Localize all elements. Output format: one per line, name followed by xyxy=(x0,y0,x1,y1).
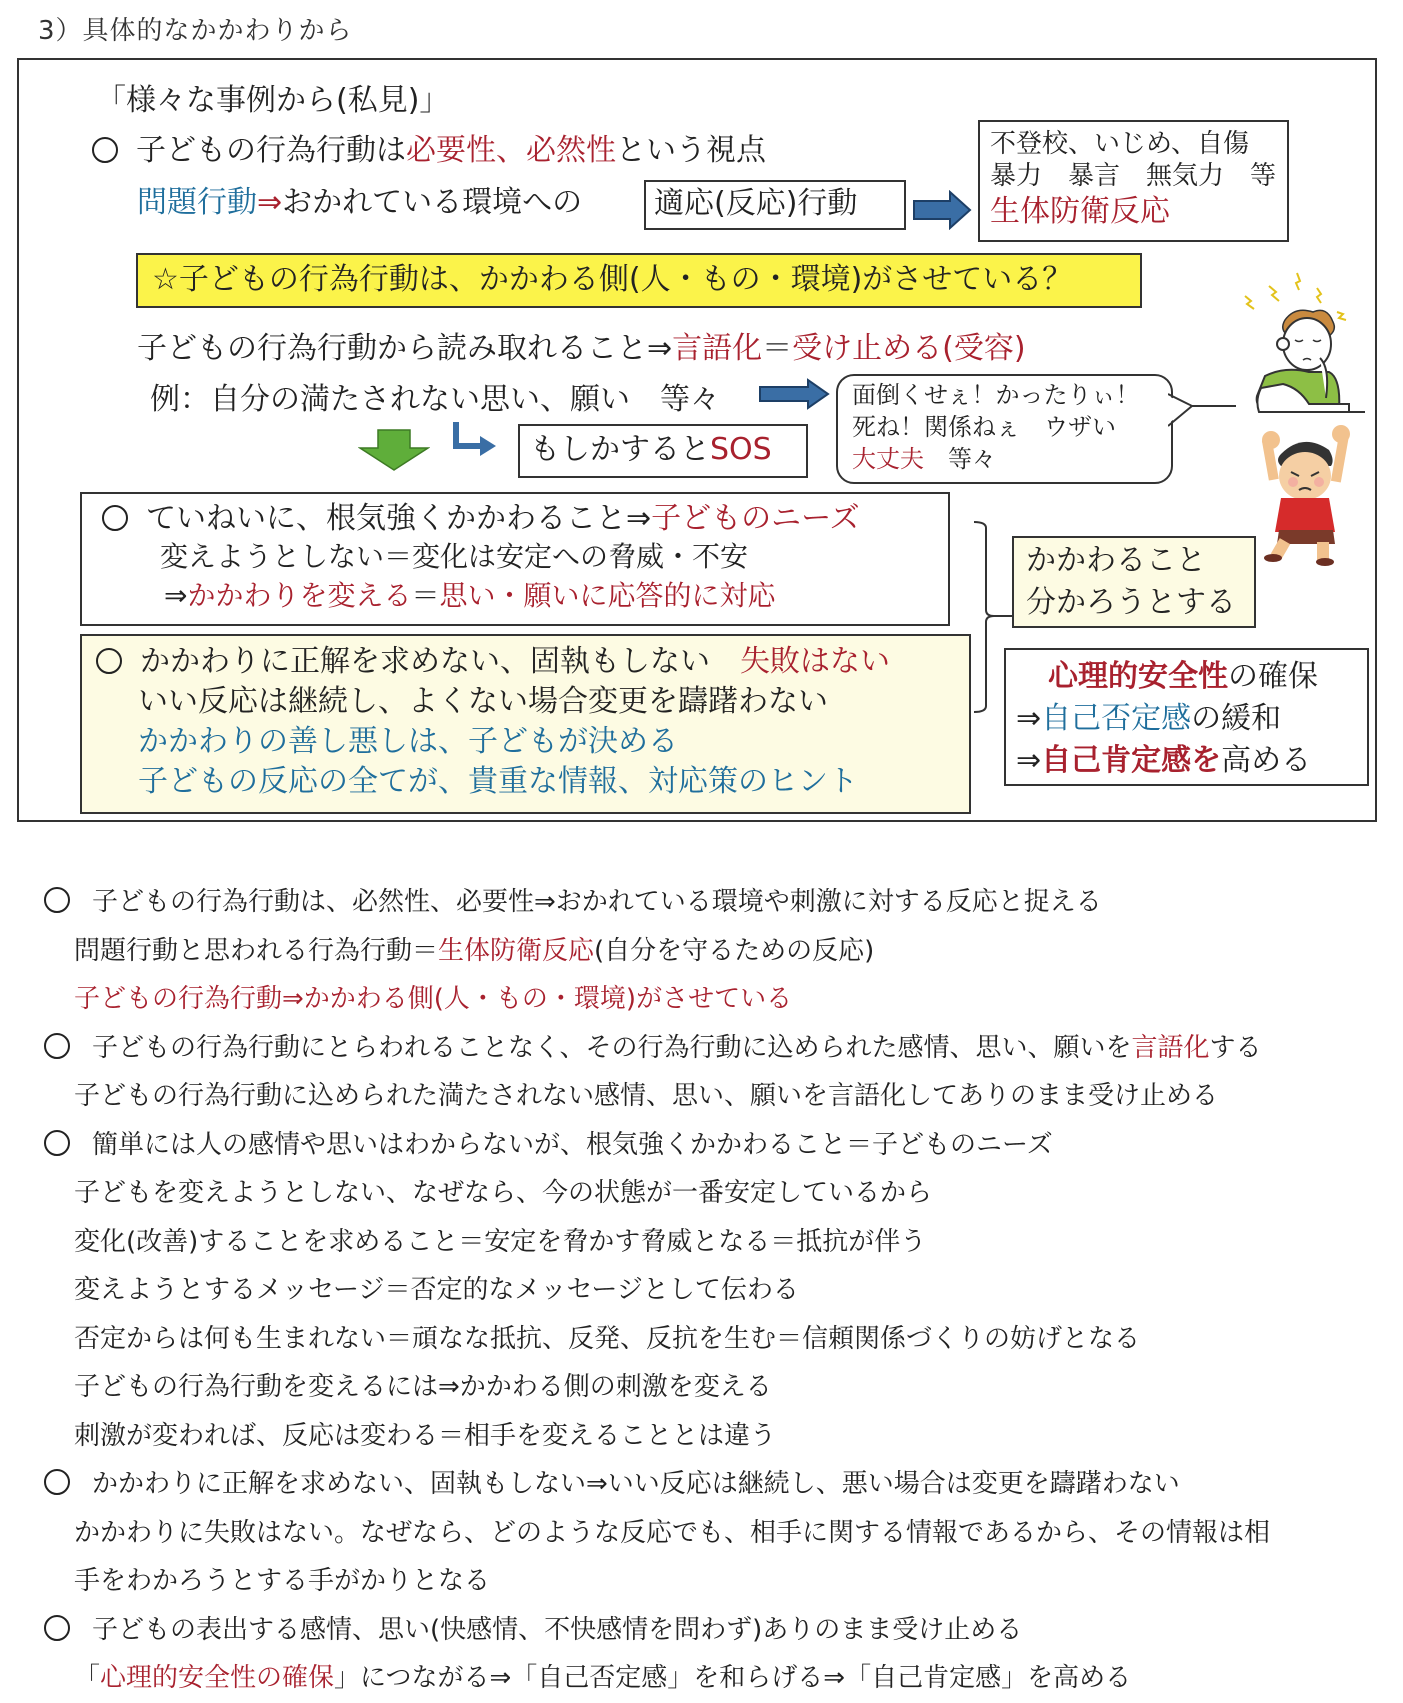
text-segment: 「 xyxy=(74,1663,101,1693)
body-text xyxy=(44,878,1270,1703)
section-title: 3）具体的なかかわりから xyxy=(38,16,353,46)
text-segment: 問題行動と思われる行為行動＝ xyxy=(74,935,439,966)
text-segment: 変えようとするメッセージ＝否定的なメッセージとして伝わる xyxy=(74,1275,799,1305)
text-segment: 子どもを変えようとしない、なぜなら、今の状態が一番安定しているから xyxy=(74,1178,933,1208)
safety-line2 xyxy=(1016,698,1367,740)
diagram-heading: 「様々な事例から(私見)」 xyxy=(96,83,450,118)
text-segment: 子どもの行為行動⇒かかわる側(人・もの・環境)がさせている xyxy=(74,984,793,1014)
examples-line3: 生体防衛反応 xyxy=(990,194,1170,229)
sos-box xyxy=(518,424,808,478)
noanswer-line2: いい反応は継続し、よくない場合変更を躊躇わない xyxy=(138,684,828,719)
text-segment: ⇒ xyxy=(257,185,283,220)
bullet-circle-icon xyxy=(44,887,70,913)
body-line xyxy=(44,1460,1270,1509)
examples-box xyxy=(978,120,1289,242)
point1-line2 xyxy=(137,184,582,222)
star-banner: ☆子どもの行為行動は、かかわる側(人・もの・環境)がさせている？ xyxy=(136,253,1142,308)
text-segment: 子どものニーズ xyxy=(651,501,860,536)
text-segment: 失敗はない xyxy=(740,644,890,679)
text-segment: 」につながる⇒「自己否定感」を和らげる⇒「自己肯定感」を高める xyxy=(334,1663,1132,1693)
text-segment: 子どもの行為行動から読み取れること⇒ xyxy=(137,331,673,366)
text-segment: ⇒ xyxy=(1016,743,1042,778)
body-line xyxy=(44,1218,1270,1267)
bubble-line2: 死ね！関係ねぇ ウザい xyxy=(852,413,1116,441)
safety-box xyxy=(1004,648,1369,786)
bullet-circle-icon xyxy=(96,648,122,674)
text-segment: ＝ xyxy=(411,579,440,612)
body-line xyxy=(44,1557,1270,1606)
example-line: 例：自分の満たされない思い、願い 等々 xyxy=(150,382,720,417)
body-line xyxy=(44,1606,1270,1655)
adapt-behavior-box: 適応(反応)行動 xyxy=(644,180,906,230)
noanswer-line3: かかわりの善し悪しは、子どもが決める xyxy=(138,724,678,759)
text-segment: 刺激が変われば、反応は変わる＝相手を変えることとは違う xyxy=(74,1420,777,1451)
speech-bubble xyxy=(836,374,1173,484)
point1-line1 xyxy=(92,132,766,170)
arrow-right-icon xyxy=(912,190,972,230)
read-line xyxy=(137,330,1026,368)
angry-boy-illustration xyxy=(1245,418,1365,566)
bullet-circle-icon xyxy=(44,1033,70,1059)
text-segment: 子どもの表出する感情、思い(快感情、不快感情を問わず)ありのまま受け止める xyxy=(92,1614,1023,1645)
understand-line1: かかわること xyxy=(1026,543,1206,578)
text-segment: かかわりに失敗はない。なぜなら、どのような反応でも、相手に関する情報であるから、その情報は相 xyxy=(74,1517,1271,1548)
text-segment: 否定からは何も生まれない＝頑なな抵抗、反発、反抗を生む＝信頼関係づくりの妨げとなる xyxy=(74,1323,1141,1354)
bullet-circle-icon xyxy=(44,1130,70,1156)
persistence-box xyxy=(80,492,950,626)
text-segment: 子どもの行為行動を変えるには⇒かかわる側の刺激を変える xyxy=(74,1372,772,1402)
text-segment: という視点 xyxy=(616,133,766,168)
text-segment: 問題行動 xyxy=(137,185,257,220)
text-segment: 生体防衛反応 xyxy=(438,935,595,966)
arrow-down-icon xyxy=(358,428,430,472)
text-segment: 高める xyxy=(1221,743,1312,778)
body-line xyxy=(44,1363,1270,1412)
text-segment: 簡単には人の感情や思いはわからないが、根気強くかかわること＝子どものニーズ xyxy=(92,1129,1053,1160)
text-segment: 心理的安全性 xyxy=(1048,659,1228,694)
body-line xyxy=(44,1654,1270,1703)
body-line xyxy=(44,1509,1270,1558)
text-segment: 受け止める(受容) xyxy=(792,331,1026,366)
text-segment: おかれている環境への xyxy=(282,185,583,220)
body-line xyxy=(44,1266,1270,1315)
text-segment: 言語化 xyxy=(672,331,763,366)
text-segment: 変化(改善)することを求めること＝安定を脅かす脅威となる＝抵抗が伴う xyxy=(74,1226,927,1257)
text-segment: ていねいに、根気強くかかわること⇒ xyxy=(146,501,652,536)
text-segment: の緩和 xyxy=(1191,701,1282,736)
understand-line2: 分かろうとする xyxy=(1026,585,1236,620)
body-line xyxy=(44,1315,1270,1364)
bullet-circle-icon xyxy=(92,137,118,163)
bullet-circle-icon xyxy=(44,1615,70,1641)
text-segment: 自己肯定感を xyxy=(1041,743,1222,778)
text-segment: かかわりを変える xyxy=(187,579,412,612)
text-segment: する xyxy=(1209,1032,1262,1063)
bullet-circle-icon xyxy=(44,1469,70,1495)
text-segment: もしかすると xyxy=(530,432,710,467)
bubble-line3: 大丈夫 等々 xyxy=(852,445,996,473)
text-segment: 言語化 xyxy=(1131,1032,1210,1063)
bent-arrow-icon xyxy=(450,420,500,464)
safety-line1 xyxy=(1016,656,1367,698)
body-line xyxy=(44,1169,1270,1218)
bubble-line1: 面倒くせぇ！かったりぃ！ xyxy=(852,381,1140,409)
arrow-right-icon xyxy=(758,378,830,410)
understand-box xyxy=(1012,536,1256,628)
examples-line1: 不登校、いじめ、自傷 xyxy=(990,129,1249,159)
text-segment: 手をわかろうとする手がかりとなる xyxy=(74,1566,491,1596)
body-line xyxy=(44,975,1270,1024)
text-segment: かかわりに正解を求めない、固執もしない⇒いい反応は継続し、悪い場合は変更を躊躇わない xyxy=(92,1469,1180,1499)
persist-line3 xyxy=(102,576,948,616)
text-segment: の確保 xyxy=(1228,659,1318,694)
text-segment: SOS xyxy=(710,432,772,467)
text-segment: 自己否定感 xyxy=(1041,701,1192,736)
persist-line2: 変えようとしない＝変化は安定への脅威・不安 xyxy=(160,540,749,573)
text-segment: 子どもの行為行動にとらわれることなく、その行為行動に込められた感情、思い、願いを xyxy=(92,1032,1132,1063)
body-line xyxy=(44,1412,1270,1461)
text-segment: ⇒ xyxy=(1016,701,1042,736)
text-segment: 子どもの行為行動に込められた満たされない感情、思い、願いを言語化してありのまま受け止める xyxy=(74,1081,1219,1111)
bullet-circle-icon xyxy=(102,505,128,531)
text-segment: ＝ xyxy=(762,331,793,366)
noanswer-line1 xyxy=(96,642,969,682)
text-segment: 心理的安全性の確保 xyxy=(100,1663,335,1693)
no-answer-box xyxy=(80,634,971,814)
irritated-boy-illustration xyxy=(1225,258,1375,413)
text-segment: 子どもの行為行動は、必然性、必要性⇒おかれている環境や刺激に対する反応と捉える xyxy=(92,887,1102,917)
body-line xyxy=(44,927,1270,976)
body-line xyxy=(44,1121,1270,1170)
text-segment: 子どもの行為行動は xyxy=(136,133,406,168)
examples-line2: 暴力 暴言 無気力 等 xyxy=(990,161,1277,191)
text-segment: ⇒ xyxy=(164,579,188,612)
persist-line1 xyxy=(102,500,948,538)
safety-line3 xyxy=(1016,740,1367,782)
body-line xyxy=(44,1024,1270,1073)
noanswer-line4: 子どもの反応の全てが、貴重な情報、対応策のヒント xyxy=(138,764,858,799)
text-segment: (自分を守るための反応) xyxy=(594,935,875,966)
body-line xyxy=(44,878,1270,927)
body-line xyxy=(44,1072,1270,1121)
text-segment: 思い・願いに応答的に対応 xyxy=(439,579,776,612)
text-segment: 必要性、必然性 xyxy=(406,133,616,168)
text-segment: かかわりに正解を求めない、固執もしない xyxy=(140,644,740,679)
